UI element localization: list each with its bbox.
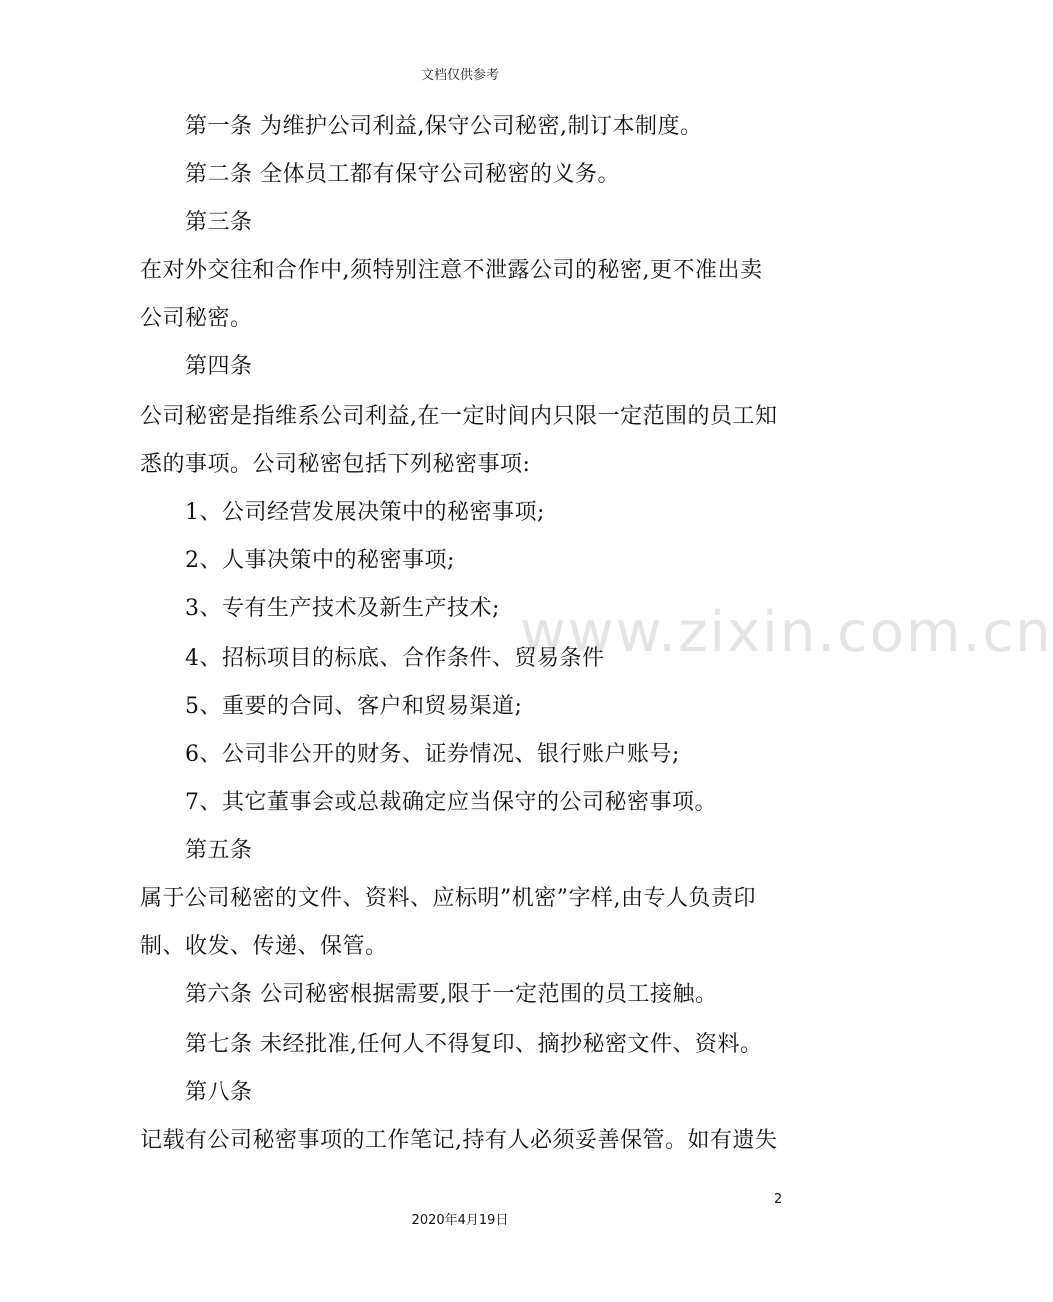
list-item: 5、重要的合同、客户和贸易渠道; bbox=[185, 694, 523, 719]
list-item: 7、其它董事会或总裁确定应当保守的公司秘密事项。 bbox=[185, 790, 717, 815]
watermark-text: www.zixin.com.cn bbox=[520, 600, 1053, 665]
article-3-heading: 第三条 bbox=[185, 210, 253, 235]
article-6-line: 第六条 公司秘密根据需要,限于一定范围的员工接触。 bbox=[185, 982, 718, 1007]
article-3-text-line: 公司秘密。 bbox=[140, 306, 253, 331]
page-number: 2 bbox=[774, 1192, 783, 1207]
footer-date: 2020年4月19日 bbox=[411, 1213, 509, 1228]
list-item: 4、招标项目的标底、合作条件、贸易条件 bbox=[185, 646, 605, 671]
list-item: 3、专有生产技术及新生产技术; bbox=[185, 596, 500, 621]
article-5-text-line: 制、收发、传递、保管。 bbox=[140, 934, 388, 959]
article-5-text-line: 属于公司秘密的文件、资料、应标明”机密”字样,由专人负责印 bbox=[140, 886, 756, 911]
article-2-line: 第二条 全体员工都有保守公司秘密的义务。 bbox=[185, 162, 620, 187]
list-item: 2、人事决策中的秘密事项; bbox=[185, 548, 455, 573]
article-3-text-line: 在对外交往和合作中,须特别注意不泄露公司的秘密,更不准出卖 bbox=[140, 258, 763, 283]
list-item: 6、公司非公开的财务、证券情况、银行账户账号; bbox=[185, 742, 680, 767]
article-8-text-line: 记载有公司秘密事项的工作笔记,持有人必须妥善保管。如有遗失 bbox=[140, 1128, 778, 1153]
article-4-text-line: 悉的事项。公司秘密包括下列秘密事项: bbox=[140, 452, 531, 477]
list-item: 1、公司经营发展决策中的秘密事项; bbox=[185, 500, 545, 525]
article-5-heading: 第五条 bbox=[185, 838, 253, 863]
article-8-heading: 第八条 bbox=[185, 1080, 253, 1105]
article-4-heading: 第四条 bbox=[185, 354, 253, 379]
article-1-line: 第一条 为维护公司利益,保守公司秘密,制订本制度。 bbox=[185, 114, 703, 139]
article-7-line: 第七条 未经批准,任何人不得复印、摘抄秘密文件、资料。 bbox=[185, 1032, 763, 1057]
page-header: 文档仅供参考 bbox=[420, 68, 499, 83]
article-4-text-line: 公司秘密是指维系公司利益,在一定时间内只限一定范围的员工知 bbox=[140, 404, 778, 429]
